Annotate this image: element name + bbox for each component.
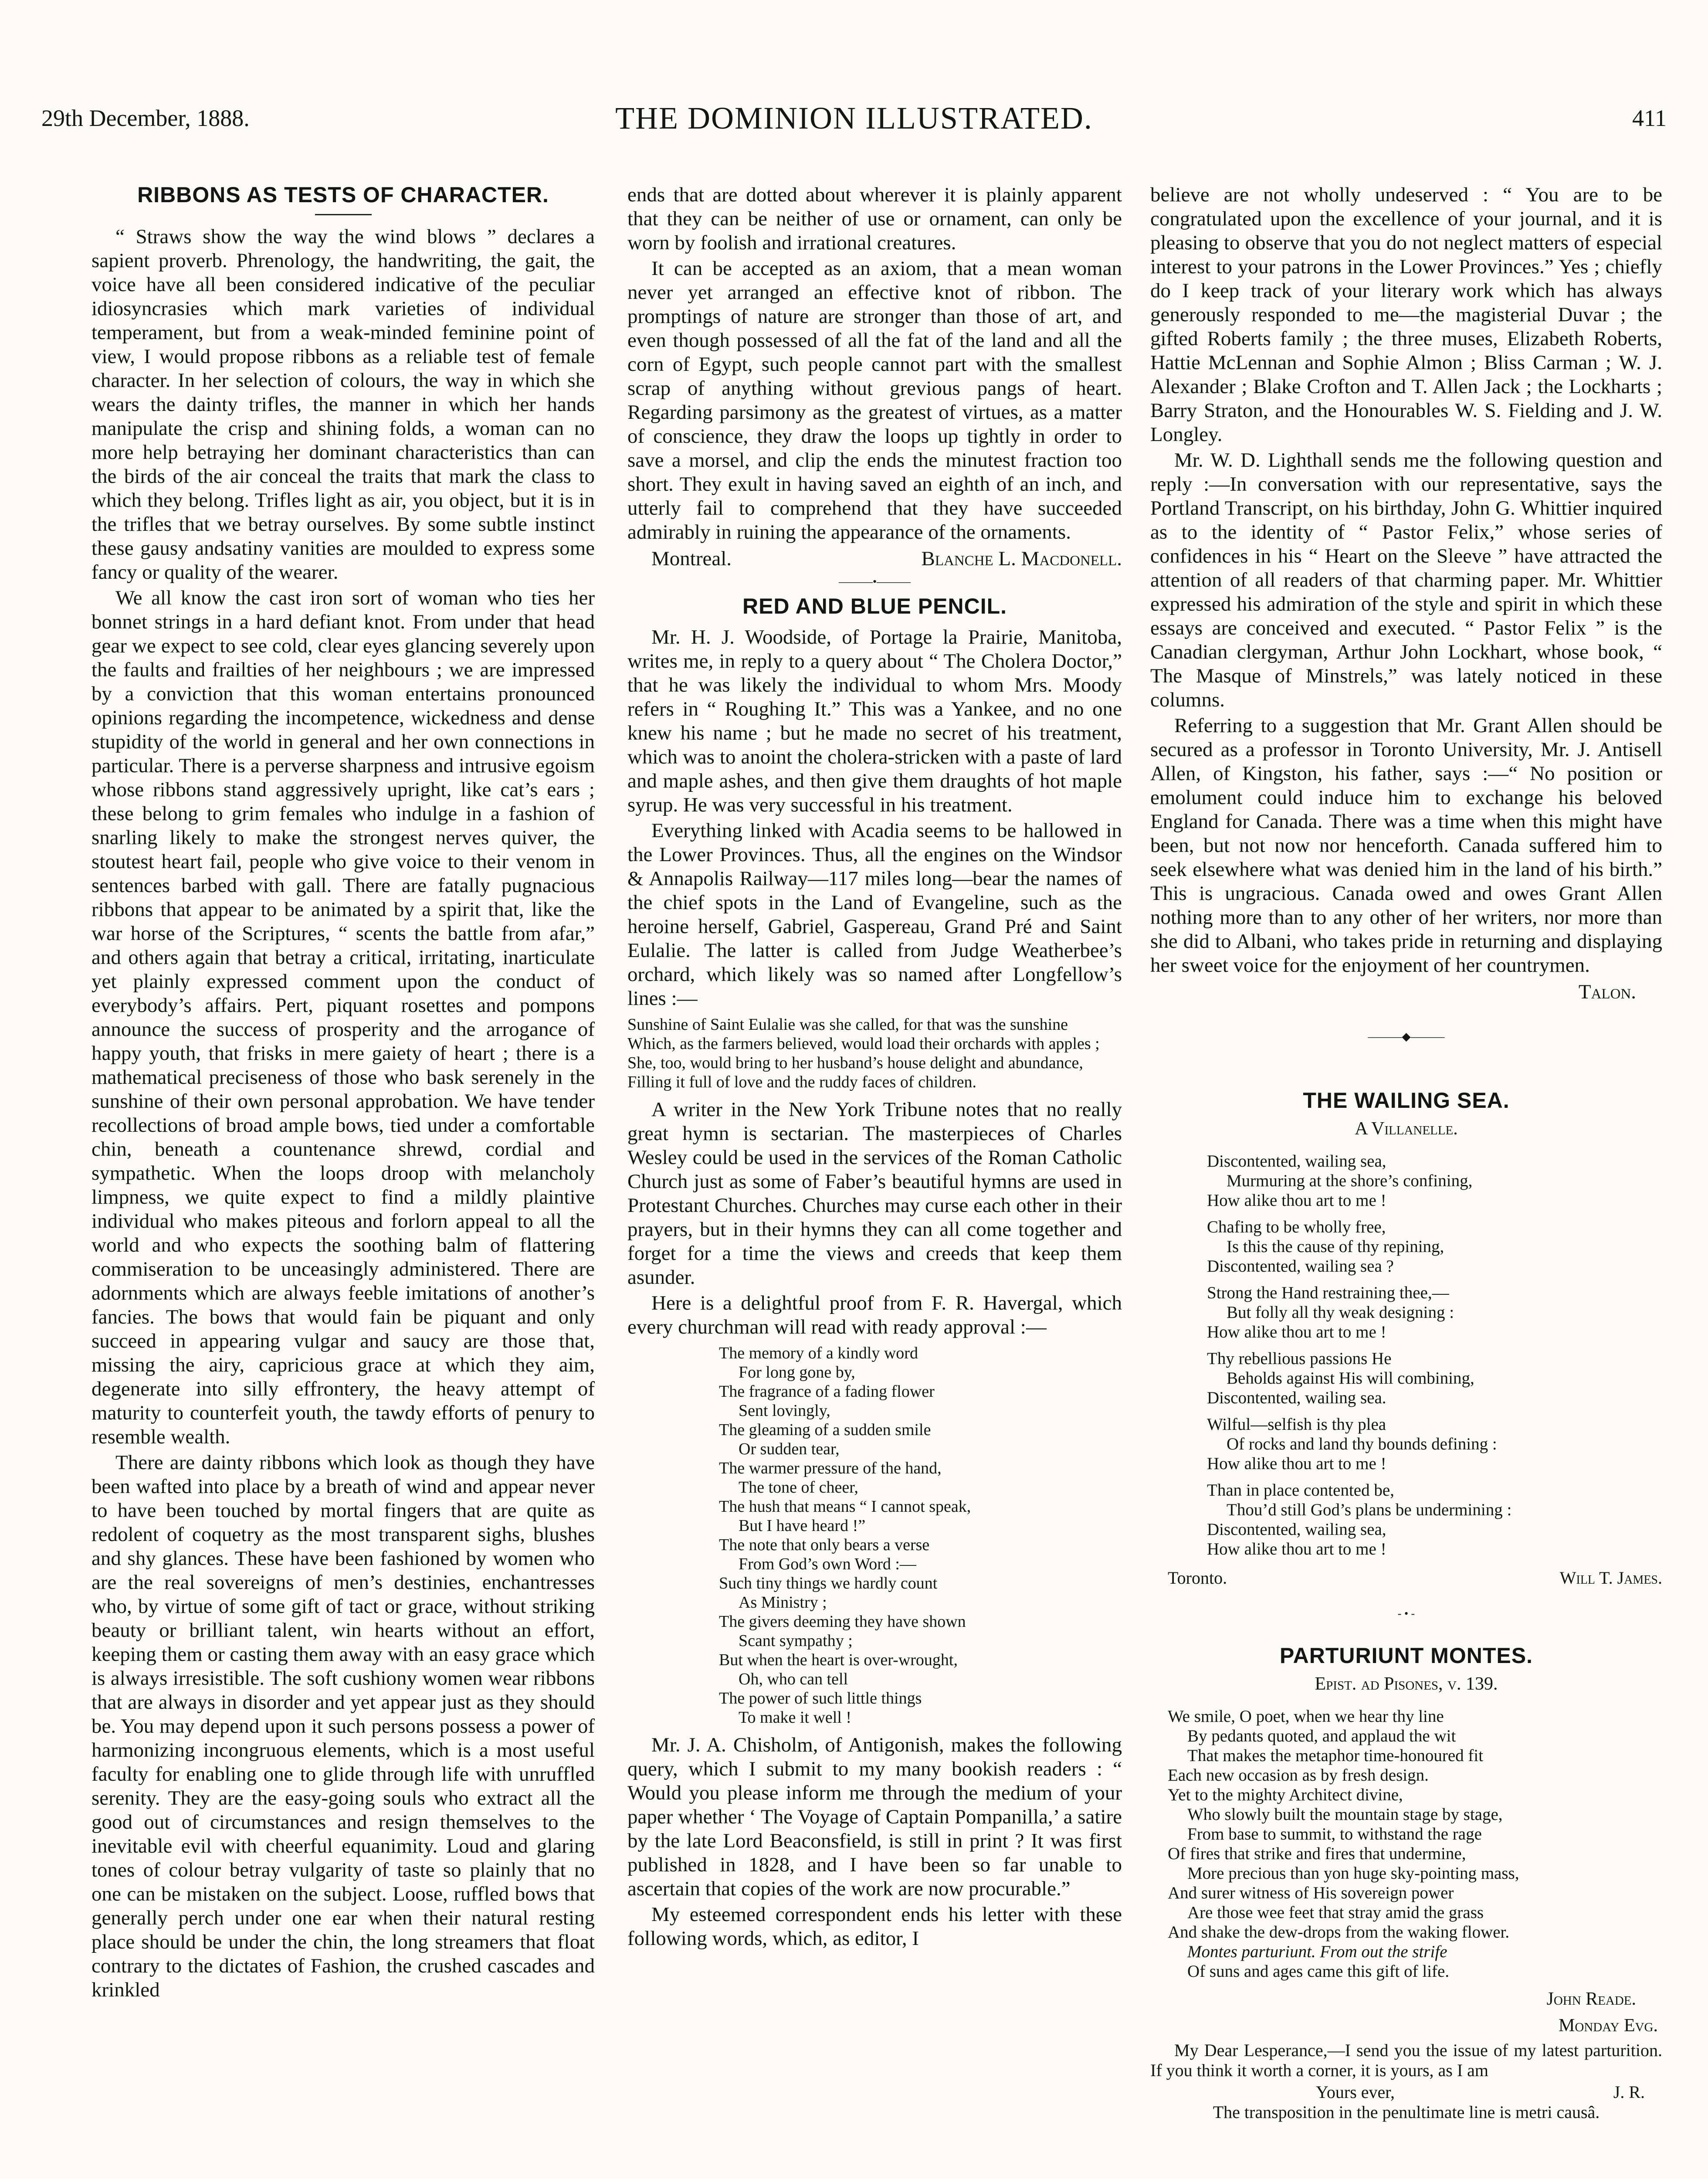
pencil-column-title: RED AND BLUE PENCIL. [742,594,1007,618]
pencil-paragraph: Referring to a suggestion that Mr. Grant Allen should be secured as a professor in Toronto University, Mr. J. Antisell Allen, of Kingston, his father, says :—“ No position or emolument could induce him to exchange his beloved England for Canada. There was a time when this might have been, but not now nor henceforth. Canada suffered him to seek elsewhere what was denied him in the land of his birth.” This is ungracious. Canada owed and owes Grant Allen nothing more than to any other of her writers, nor more than she did to Albani, who takes pride in returning and displaying her sweet voice for the enjoyment of her countrymen. [1150,714,1662,977]
verse-line: The givers deeming they have shown [719,1612,966,1631]
verse-line: How alike thou art to me ! [1207,1540,1386,1558]
verse-line: Beholds against His will combining, [1227,1369,1474,1388]
poem-stanza [1207,1480,1662,1559]
verse-line: By pedants quoted, and applaud the wit [1187,1727,1456,1745]
verse-line: How alike thou art to me ! [1207,1323,1386,1341]
pencil-paragraph: Everything linked with Acadia seems to be hallowed in the Lower Provinces. Thus, all the engines on the Windsor & Annapolis Railway—117 miles long—bear the names of the chief spots in the Land of Evangeline, such as the heroine herself, Gabriel, Gaspereau, Grand Pré and Saint Eulalie. The latter is called from Judge Weatherbee’s orchard, which likely was so named after Longfellow’s lines :— [627,819,1122,1010]
pencil-paragraph: believe are not wholly undeserved : “ You are to be congratulated upon the excellence of your journal, and it is pleasing to observe that you do not neglect matters of especial interest to your patrons in the Lower Provinces.” Yes ; chiefly do I keep track of your literary work which has always generously responded to me—the magisterial Duvar ; the gifted Roberts family ; the three muses, Elizabeth Roberts, Hattie McLennan and Sophie Almon ; Bliss Carman ; W. J. Alexander ; Blake Crofton and T. Allen Jack ; the Lockharts ; Barry Straton, and the Honourables W. S. Fielding and J. W. Longley. [1150,183,1662,446]
verse-line: Murmuring at the shore’s confining, [1227,1171,1473,1190]
verse-line: Of suns and ages came this gift of life. [1187,1962,1450,1981]
verse-line: For long gone by, [739,1363,855,1381]
verse-line: We smile, O poet, when we hear thy line [1168,1707,1444,1726]
wailing-sea-poem [1207,1151,1662,1559]
verse-line: And surer witness of His sovereign power [1168,1884,1454,1902]
verse-line: Which, as the farmers believed, would load their orchards with apples ; [627,1035,1100,1053]
verse-line: Is this the cause of thy repining, [1227,1237,1444,1256]
verse-line: The tone of cheer, [739,1478,858,1497]
havergal-poem [719,1344,1122,1727]
letter-postscript: The transposition in the penultimate line is metri causâ. [1213,2102,1600,2122]
wailing-sea-author: Will T. James. [1559,1568,1662,1588]
verse-line: Yet to the mighty Architect divine, [1168,1785,1403,1804]
montes-title: PARTURIUNT MONTES. [1280,1643,1533,1668]
verse-line: The fragrance of a fading flower [719,1382,935,1401]
verse-line: Or sudden tear, [739,1440,840,1458]
montes-poem [1168,1707,1662,1981]
ornament-divider: - • - [1397,1607,1415,1620]
pencil-paragraph: Mr. W. D. Lighthall sends me the following question and reply :—In conversation with our representative, says the Portland Transcript, on his birthday, John G. Whittier inquired as to the identity of “ Pastor Felix,” whose series of confidences in his “ Heart on the Sleeve ” have attracted the attention of all readers of that charming paper. Mr. Whittier expressed his admiration of the style and spirit in which these essays are conceived and executed. “ Pastor Felix ” is the Canadian clergyman, Arthur John Lockhart, whose book, “ The Masque of Minstrels,” was lately noticed in these columns. [1150,449,1662,711]
verse-line: As Ministry ; [739,1593,827,1612]
title-rule [315,214,372,215]
verse-line: Discontented, wailing sea, [1207,1152,1386,1171]
verse-line: The note that only bears a verse [719,1536,930,1554]
pencil-author: Talon. [1578,981,1636,1003]
verse-line: Of rocks and land thy bounds defining : [1227,1435,1497,1453]
verse-line: Discontented, wailing sea ? [1207,1257,1394,1276]
ribbons-signature [627,547,1122,571]
pencil-paragraph: A writer in the New York Tribune notes that no really great hymn is sectarian. The masterpieces of Charles Wesley could be used in the services of the Roman Catholic Church just as some of Faber’s beautiful hymns are used in Protestant Churches. Churches may curse each other in their prayers, but in their hymns they can all come together and forget for a time the views and creeds that keep them asunder. [627,1098,1122,1289]
ribbons-paragraph: It can be accepted as an axiom, that a mean woman never yet arranged an effective knot of ribbon. The promptings of nature are stronger than those of art, and even though possessed of all the fat of the land and all the corn of Egypt, such people cannot part with the smallest scrap of anything without grevious pangs of heart. Regarding parsimony as the greatest of virtues, as a matter of conscience, they draw the loops up tightly in order to save a morsel, and clip the ends the minutest fraction too short. They exult in having saved an eighth of an inch, and utterly fail to comprehend that they have succeeded admirably in ruining the appearance of the ornaments. [627,257,1122,543]
column-3 [1150,183,1662,2122]
verse-line: Thou’d still God’s plans be undermining : [1227,1500,1512,1519]
pencil-signature [1150,980,1662,1004]
verse-line: The power of such little things [719,1689,922,1707]
verse-line: How alike thou art to me ! [1207,1454,1386,1473]
ribbons-article-title: RIBBONS AS TESTS OF CHARACTER. [137,183,549,207]
wailing-sea-subtitle: A Villanelle. [1355,1119,1458,1139]
ribbons-place: Montreal. [651,547,732,570]
ribbons-paragraph: ends that are dotted about wherever it is plainly apparent that they can be neither of use or ornament, can only be worn by foolish and irrational creatures. [627,183,1122,254]
ornament-divider: ———◆——— [1368,1030,1445,1043]
verse-line: Are those wee feet that stray amid the grass [1187,1903,1484,1922]
verse-line: Sunshine of Saint Eulalie was she called, for that was the sunshine [627,1015,1068,1034]
pencil-paragraph: Here is a delightful proof from F. R. Havergal, which every churchman will read with ready approval :— [627,1292,1122,1338]
verse-line: Discontented, wailing sea, [1207,1520,1386,1539]
verse-line: The memory of a kindly word [719,1344,918,1362]
verse-line: Of fires that strike and fires that undermine, [1168,1844,1466,1863]
poem-stanza [1207,1283,1662,1342]
verse-line: Chafing to be wholly free, [1207,1218,1386,1236]
wailing-sea-signature [1150,1566,1662,1590]
pencil-paragraph: My esteemed correspondent ends his letter with these following words, which, as editor, I [627,1903,1122,1950]
verse-line: The warmer pressure of the hand, [719,1459,942,1477]
verse-line: From God’s own Word :— [739,1555,916,1573]
ribbons-paragraph: “ Straws show the way the wind blows ” declares a sapient proverb. Phrenology, the handwriting, the gait, the voice have all been considered indicative of the peculiar idiosyncrasies which mark varieties of individual temperament, but from a weak-minded feminine point of view, I would propose ribbons as a reliable test of female character. In her selection of colours, the way in which she wears the dainty trifles, the manner in which her hands manipulate the crisp and shining folds, a woman can no more help betraying her dominant characteristics than can the birds of the air conceal the traits that mark the class to which they belong. Trifles light as air, you object, but it is in the trifles that we betray ourselves. By some subtle instinct these gausy andsatiny vanities are moulded to express some fancy or quality of the wearer. [92,225,595,584]
verse-line: Montes parturiunt. From out the strife [1187,1942,1447,1961]
poem-stanza [1207,1349,1662,1408]
verse-line: She, too, would bring to her husband’s house delight and abundance, [627,1054,1083,1072]
verse-line: Thy rebellious passions He [1207,1349,1392,1368]
masthead-title: THE DOMINION ILLUSTRATED. [615,101,1093,136]
ribbons-paragraph: We all know the cast iron sort of woman who ties her bonnet strings in a hard defiant knot. From under that head gear we expect to see cold, clear eyes glancing severely upon the faults and frailties of her neighbours ; we are impressed by a conviction that this woman entertains pronounced opinions regarding the incompetence, wickedness and dense stupidity of the world in general and her own connections in particular. There is a perverse sharpness and intrusive egoism whose ribbons stand aggressively upright, like cat’s ears ; these belong to grim females who indulge in a fashion of snarling likely to make the strongest nerves quiver, the stoutest heart fail, people who give voice to their venom in sentences barbed with gall. There are fatally pugnacious ribbons that appear to be animated by a spirit that, like the war horse of the Scriptures, “ scents the battle from afar,” and others again that betray a critical, irritating, inarticulate yet plainly expressed comment upon the conduct of everybody’s affairs. Pert, piquant rosettes and pompons announce the success of prosperity and the arrogance of happy youth, that frisks in mere gaiety of heart ; there is a mathematical preciseness of those who bask serenely in the sunshine of their own personal approbation. We have tender recollections of broad ample bows, tied under a comfortable chin, beneath a countenance shrewd, cordial and sympathetic. When the loops droop with melancholy limpness, we quite expect to find a mildly plaintive individual who makes piteous and forlorn appeal to all the world and who expects the soothing balm of flattering commiseration to be unceasingly administered. There are adornments which are always feeble imitations of another’s fancies. The bows that would fain be piquant and only succeed in appearing vulgar and saucy are those that, missing the airy, capricious grace at which they aim, degenerate into silly effrontery, the heavy attempt of maturity to counterfeit youth, the tawdy efforts of penury to resemble wealth. [92,587,595,1448]
wailing-sea-title: THE WAILING SEA. [1303,1088,1510,1113]
montes-letter [1150,2040,1662,2122]
verse-line: From base to summit, to withstand the rage [1187,1825,1482,1843]
letter-text: My Dear Lesperance,—I send you the issue of my latest parturition. If you think it worth a corner, it is yours, as I am [1150,2040,1662,2080]
letter-initials: J. R. [1613,2082,1645,2102]
montes-date: Monday Evg. [1559,2016,1658,2036]
verse-line: Who slowly built the mountain stage by stage, [1187,1805,1503,1824]
column-1 [92,183,595,2004]
verse-line: That makes the metaphor time-honoured fit [1187,1746,1484,1765]
verse-line: Wilful—selfish is thy plea [1207,1415,1386,1434]
verse-line: Sent lovingly, [739,1402,830,1420]
ribbons-author: Blanche L. Macdonell. [921,547,1122,570]
verse-line: Discontented, wailing sea. [1207,1388,1386,1407]
verse-line: Scant sympathy ; [739,1632,853,1650]
pencil-paragraph: Mr. H. J. Woodside, of Portage la Prairie, Manitoba, writes me, in reply to a query about “ The Cholera Doctor,” that he was likely the individual to whom Mrs. Moody refers in “ Roughing It.” This was a Yankee, and no one knew his name ; but he made no secret of his treatment, which was to anoint the cholera-stricken with a paste of lard and maple ashes, and then give them draughts of hot maple syrup. He was very successful in his treatment. [627,626,1122,816]
verse-line: How alike thou art to me ! [1207,1191,1386,1210]
ornament-divider: ———•——— [838,575,911,588]
verse-line: To make it well ! [739,1708,852,1727]
verse-line: The gleaming of a sudden smile [719,1421,931,1439]
verse-line: But when the heart is over-wrought, [719,1651,958,1669]
verse-line: Strong the Hand restraining thee,— [1207,1283,1449,1302]
verse-line: Than in place contented be, [1207,1481,1394,1500]
letter-valediction: Yours ever, [1316,2082,1395,2102]
verse-line: But folly all thy weak designing : [1227,1303,1454,1322]
verse-line: More precious than yon huge sky-pointing mass, [1187,1864,1519,1883]
issue-date: 29th December, 1888. [41,105,250,131]
pencil-paragraph: Mr. J. A. Chisholm, of Antigonish, makes the following query, which I submit to my many bookish readers : “ Would you please inform me through the medium of your paper whether ‘ The Voyage of Captain Pompanilla,’ a satire by the late Lord Beaconsfield, is still in print ? It was first published in 1828, and I have been so far unable to ascertain that copies of the work are now procurable.” [627,1734,1122,1900]
page-number: 411 [1632,105,1667,131]
poem-stanza [1207,1415,1662,1473]
montes-subtitle: Epist. ad Pisones, v. 139. [1315,1674,1498,1694]
page-header [41,87,1667,144]
verse-line: Such tiny things we hardly count [719,1574,938,1592]
verse-line: Filling it full of love and the ruddy faces of children. [627,1073,976,1091]
column-2 [627,183,1122,1952]
verse-line: And shake the dew-drops from the waking flower. [1168,1923,1510,1941]
montes-author: John Reade. [1546,1989,1636,2009]
poem-stanza [1207,1151,1662,1210]
wailing-sea-place: Toronto. [1168,1568,1227,1588]
poem-stanza [1207,1217,1662,1276]
verse-line: Oh, who can tell [739,1670,848,1688]
verse-line: Each new occasion as by fresh design. [1168,1766,1429,1785]
ribbons-paragraph: There are dainty ribbons which look as though they have been wafted into place by a breath of wind and appear never to have been touched by mortal fingers that are quite as redolent of coquetry as the most transparent sighs, blushes and shy glances. These have been fashioned by women who are the real sovereigns of men’s destinies, enchantresses who, by virtue of some gift of tact or grace, without striking beauty or brilliant talent, win hearts without an effort, keeping them or casting them away with an easy grace which is always irresistible. The soft cushiony women wear ribbons that are always in disorder and yet appear just as they should be. You may depend upon it such persons possess a power of harmonizing incongruous elements, which is a most useful faculty for enabling one to glide through life with unruffled serenity. They are the easy-going souls who extract all the good out of circumstances and resign themselves to the inevitable evil with cheerful equanimity. Loud and glaring tones of colour betray vulgarity of taste so plainly that no one can be mistaken on the subject. Loose, ruffled bows that generally perch under one ear when their natural resting place should be under the chin, the long streamers that float contrary to the dictates of Fashion, the crushed cascades and krinkled [92,1451,595,2001]
letter-closing [1150,2082,1662,2102]
longfellow-quote [627,1015,1122,1092]
verse-line: But I have heard !” [739,1517,866,1535]
verse-line: The hush that means “ I cannot speak, [719,1497,971,1516]
